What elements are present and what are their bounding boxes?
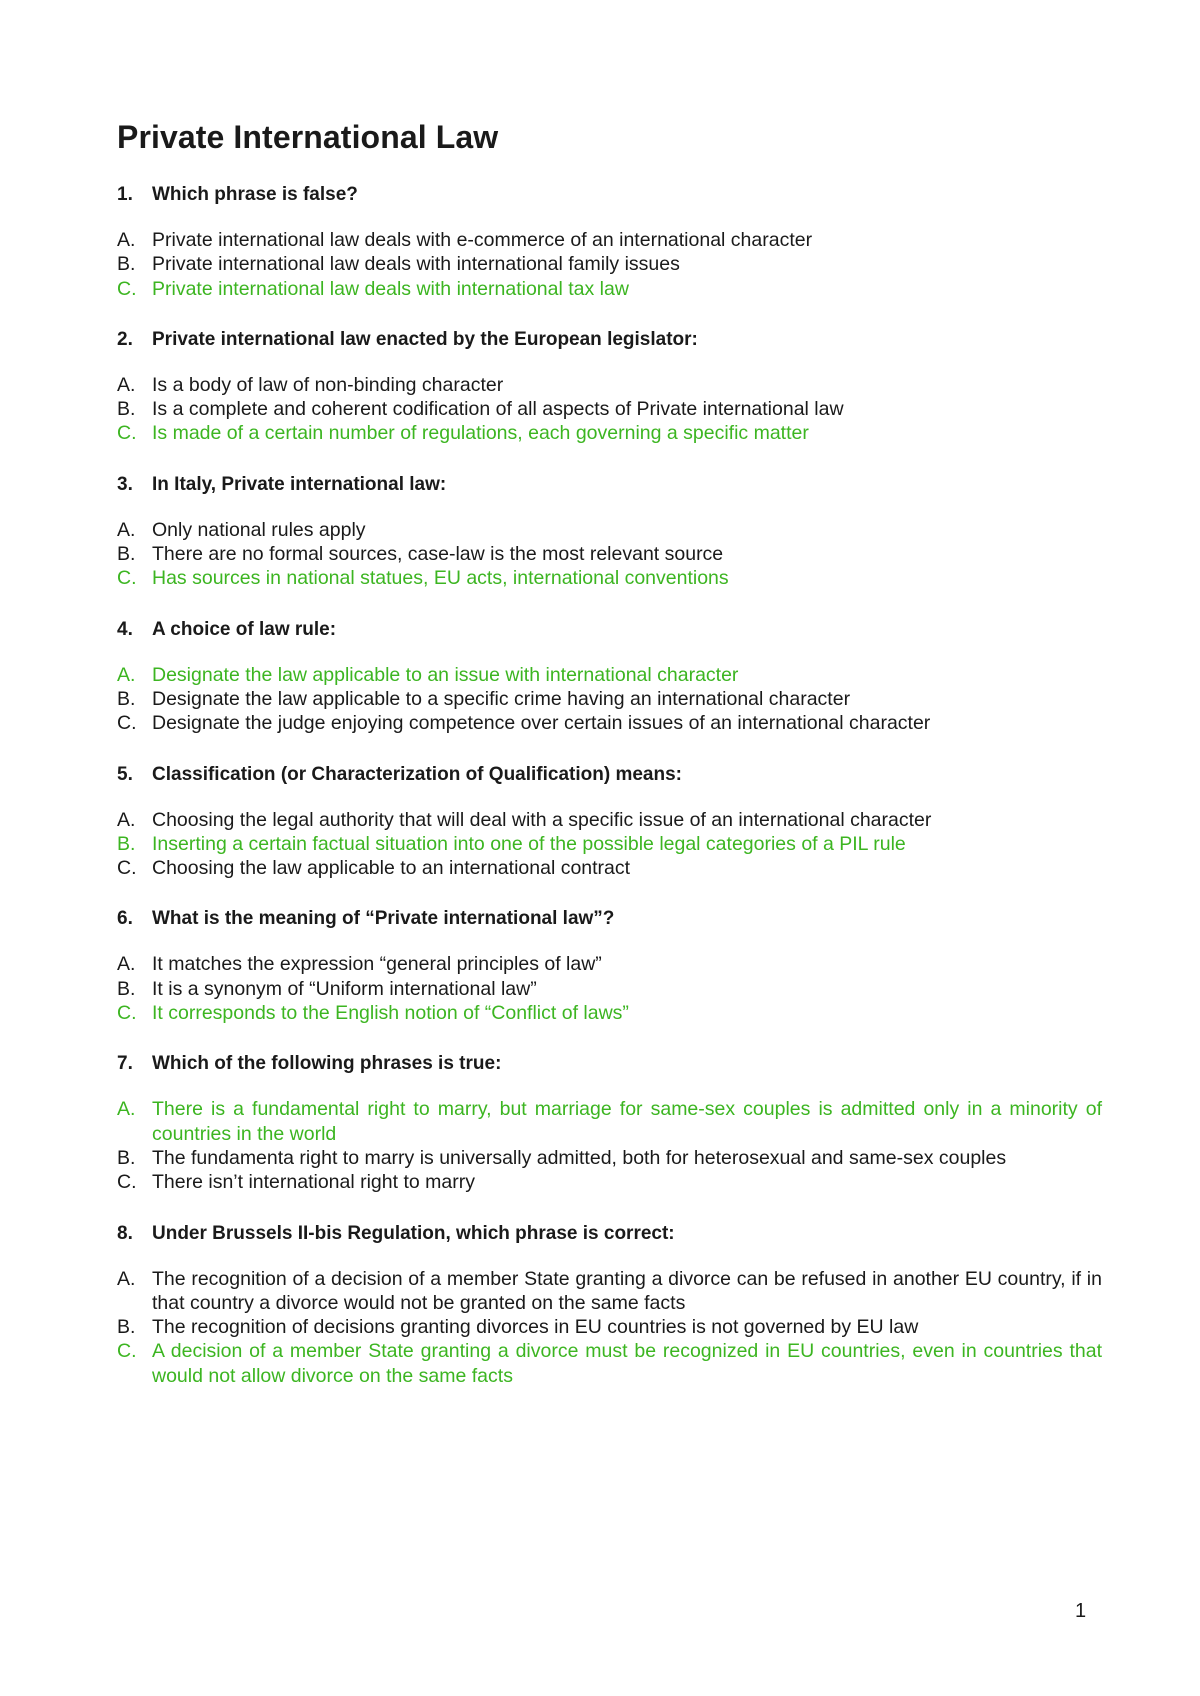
option-letter: A.: [117, 518, 136, 541]
question-block: [117, 1222, 1102, 1388]
option-text: The recognition of decisions granting divorces in EU countries is not governed by EU law: [152, 1316, 919, 1339]
option-text: Private international law deals with e-commerce of an international character: [152, 229, 813, 251]
answer-option: [117, 228, 1102, 252]
option-text: Designate the law applicable to an issue with international character: [152, 663, 739, 686]
question-heading: [117, 473, 1102, 497]
option-text: Has sources in national statues, EU acts, international conventions: [152, 567, 729, 590]
option-text: There isn’t international right to marry: [152, 1171, 475, 1194]
answer-option: [117, 687, 1102, 711]
answer-option: [117, 397, 1102, 421]
question-heading: [117, 618, 1102, 642]
option-letter: B.: [117, 687, 136, 710]
option-text: Private international law deals with international tax law: [152, 277, 629, 300]
option-letter: B.: [117, 832, 136, 855]
answer-option-correct: [117, 1001, 1102, 1025]
option-letter: A.: [117, 663, 136, 686]
question-heading: [117, 907, 1102, 931]
answer-option-correct: [117, 566, 1102, 590]
question-number: 4.: [117, 618, 133, 640]
option-letter: C.: [117, 1340, 137, 1363]
option-letter: B.: [117, 1146, 136, 1169]
option-text: Inserting a certain factual situation into one of the possible legal categories of a PIL rule: [152, 832, 906, 855]
option-letter: C.: [117, 1002, 137, 1025]
answer-option: [117, 952, 1102, 976]
question-number: 8.: [117, 1222, 133, 1244]
option-text: There are no formal sources, case-law is the most relevant source: [152, 543, 724, 566]
option-letter: C.: [117, 277, 137, 300]
question-block: [117, 907, 1102, 1025]
question-heading: [117, 328, 1102, 352]
answer-option: [117, 856, 1102, 880]
option-letter: A.: [117, 373, 136, 396]
option-text: It matches the expression “general principles of law”: [152, 953, 602, 976]
option-text: Only national rules apply: [152, 518, 366, 541]
option-letter: B.: [117, 398, 136, 421]
answer-option: [117, 808, 1102, 832]
question-text: Under Brussels II-bis Regulation, which phrase is correct:: [152, 1222, 675, 1244]
option-text: The recognition of a decision of a member State granting a divorce can be refused in another EU country, if in that country a divorce would not be granted on the same facts: [152, 1267, 1102, 1314]
answer-option: [117, 373, 1102, 397]
question-text: Classification (or Characterization of Qualification) means:: [152, 763, 682, 785]
page-number: 1: [1075, 1600, 1087, 1622]
option-letter: A.: [117, 1267, 136, 1290]
question-number: 5.: [117, 763, 133, 785]
question-text: Which of the following phrases is true:: [152, 1053, 502, 1075]
answer-option: [117, 252, 1102, 276]
question-block: [117, 183, 1102, 301]
question-text: What is the meaning of “Private international law”?: [152, 908, 615, 930]
question-text: A choice of law rule:: [152, 618, 337, 640]
option-letter: B.: [117, 1316, 136, 1339]
option-text: It is a synonym of “Uniform international law”: [152, 977, 537, 1000]
option-letter: B.: [117, 543, 136, 566]
option-letter: C.: [117, 422, 137, 445]
answer-option-correct: [117, 1097, 1102, 1146]
question-heading: [117, 1222, 1102, 1246]
option-letter: B.: [117, 977, 136, 1000]
option-letter: A.: [117, 953, 136, 976]
question-list: [117, 183, 1102, 1415]
option-letter: C.: [117, 857, 137, 880]
option-text: Is made of a certain number of regulations, each governing a specific matter: [152, 422, 809, 445]
option-text: The fundamenta right to marry is universally admitted, both for heterosexual and same-sex couples: [152, 1146, 1007, 1169]
question-heading: [117, 763, 1102, 787]
question-number: 6.: [117, 908, 133, 930]
question-text: In Italy, Private international law:: [152, 473, 447, 495]
question-number: 1.: [117, 184, 133, 205]
answer-option: [117, 1315, 1102, 1339]
answer-option: [117, 977, 1102, 1001]
answer-option-correct: [117, 832, 1102, 856]
option-text: Designate the law applicable to a specific crime having an international character: [152, 687, 851, 710]
option-text: Designate the judge enjoying competence over certain issues of an international character: [152, 712, 931, 735]
question-text: Private international law enacted by the European legislator:: [152, 328, 698, 350]
option-text: A decision of a member State granting a divorce must be recognized in EU countries, even in countries that would not allow divorce on the same facts: [152, 1340, 1102, 1387]
answer-option: [117, 542, 1102, 566]
option-letter: C.: [117, 1171, 137, 1194]
question-number: 2.: [117, 328, 133, 350]
option-text: Choosing the law applicable to an international contract: [152, 857, 631, 880]
answer-option: [117, 1170, 1102, 1194]
answer-option: [117, 711, 1102, 735]
option-text: There is a fundamental right to marry, but marriage for same-sex couples is admitted only in a minority of countries in the world: [152, 1098, 1102, 1145]
question-block: [117, 763, 1102, 881]
question-block: [117, 618, 1102, 736]
answer-option-correct: [117, 277, 1102, 301]
option-text: Choosing the legal authority that will deal with a specific issue of an international character: [152, 808, 932, 831]
option-text: It corresponds to the English notion of “Conflict of laws”: [152, 1002, 629, 1025]
option-letter: A.: [117, 1098, 136, 1121]
answer-option: [117, 1146, 1102, 1170]
question-text: Which phrase is false?: [152, 184, 358, 205]
answer-option-correct: [117, 1339, 1102, 1388]
question-heading: [117, 1052, 1102, 1076]
question-block: [117, 473, 1102, 591]
question-block: [117, 1052, 1102, 1194]
answer-option: [117, 1267, 1102, 1316]
answer-option-correct: [117, 663, 1102, 687]
question-heading: [117, 183, 1102, 207]
option-text: Private international law deals with international family issues: [152, 253, 680, 276]
page-title: Private International Law: [117, 119, 499, 155]
option-text: Is a body of law of non-binding character: [152, 373, 504, 396]
question-block: [117, 328, 1102, 446]
question-number: 7.: [117, 1053, 133, 1075]
option-letter: A.: [117, 229, 136, 251]
option-letter: C.: [117, 567, 137, 590]
option-letter: A.: [117, 808, 136, 831]
question-number: 3.: [117, 473, 133, 495]
answer-option-correct: [117, 421, 1102, 445]
option-letter: B.: [117, 253, 136, 276]
option-letter: C.: [117, 712, 137, 735]
option-text: Is a complete and coherent codification of all aspects of Private international law: [152, 398, 844, 421]
answer-option: [117, 518, 1102, 542]
